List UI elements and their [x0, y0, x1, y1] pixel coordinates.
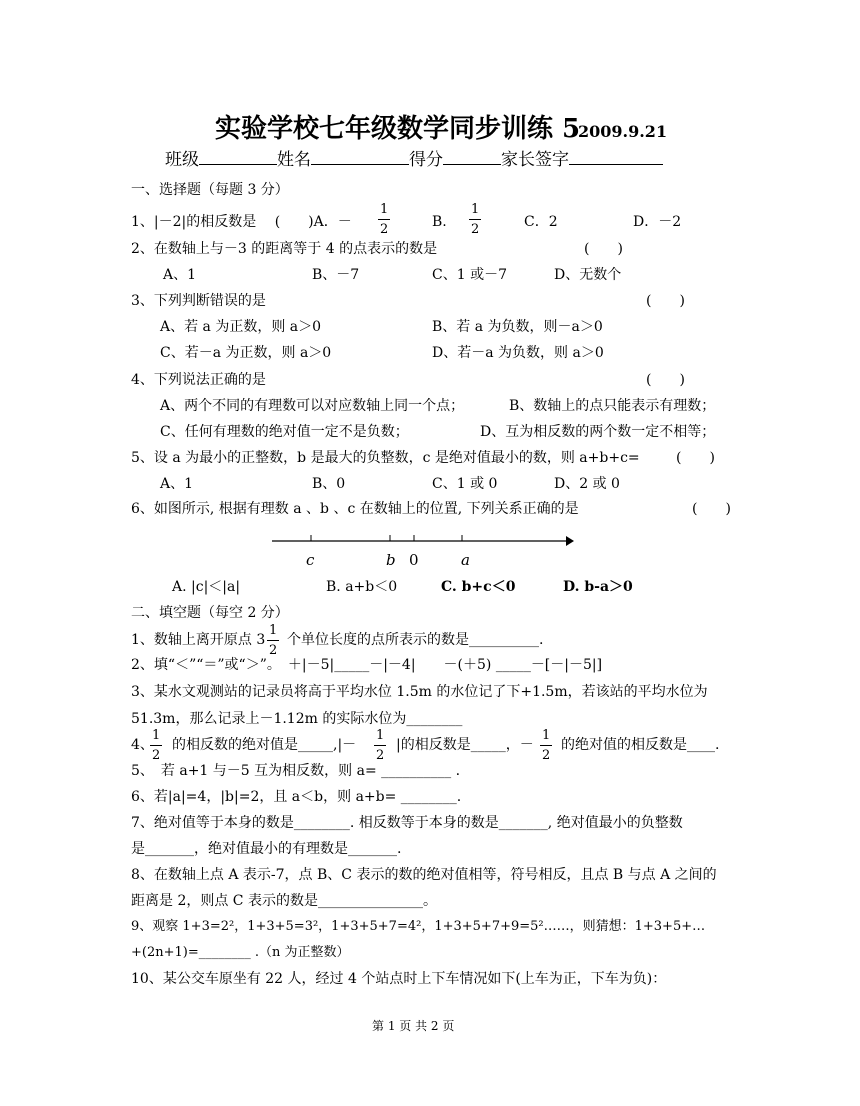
- q4-option-d: D、互为相反数的两个数一定不相等；: [480, 424, 716, 440]
- q3-option-c: C、若－a 为正数，则 a＞0: [160, 345, 332, 361]
- title-date: 2009.9.21: [578, 122, 668, 141]
- q5-stem: 5、设 a 为最小的正整数，b 是最大的负整数，c 是绝对值最小的数，则 a+b+c=: [131, 450, 640, 466]
- q2-paren: ( ): [584, 241, 623, 257]
- number-line-label-b: b: [386, 551, 396, 569]
- class-label: 班级: [165, 150, 199, 170]
- fill-q6: 6、若|a|=4，|b|=2，且 a＜b，则 a+b= ________.: [131, 789, 462, 805]
- fill-q3-line2: 51.3m，那么记录上－1.12m 的实际水位为________: [131, 711, 463, 727]
- number-line-figure: [270, 530, 576, 550]
- score-blank: [443, 163, 501, 165]
- fill-q1-post: 个单位长度的点所表示的数是__________.: [287, 632, 544, 648]
- q5-option-a: A、1: [160, 476, 194, 492]
- q4-stem: 4、下列说法正确的是: [131, 372, 266, 388]
- number-line-label-c: c: [306, 551, 315, 569]
- section2-title: 二、填空题（每空 2 分）: [131, 605, 289, 621]
- fill-q8-line1: 8、在数轴上点 A 表示-7，点 B、C 表示的数的绝对值相等，符号相反，且点 B 与点 A 之间的: [131, 867, 717, 883]
- q3-option-b: B、若 a 为负数，则－a＞0: [432, 319, 603, 335]
- fill-q10: 10、某公交车原坐有 22 人，经过 4 个站点时上下车情况如下(上车为正，下车为负)：: [131, 971, 667, 987]
- q3-option-d: D、若－a 为负数，则 a＞0: [432, 345, 604, 361]
- fill-q2: 2、填“＜”“＝”或“＞”。 ＋|－5|_____－|－4| －(＋5) _____－[－|－5|]: [131, 657, 603, 673]
- number-line-label-0: 0: [409, 551, 419, 569]
- q5-paren: ( ): [676, 450, 715, 466]
- q6-option-a: A. |c|＜|a|: [172, 579, 241, 595]
- q2-option-d: D、无数个: [554, 267, 622, 283]
- fill-q4-fraction-3: 1 2: [542, 728, 551, 763]
- page-title: 实验学校七年级数学同步训练 5: [215, 114, 581, 144]
- q6-option-c: C. b+c＜0: [441, 579, 516, 595]
- q2-stem: 2、在数轴上与－3 的距离等于 4 的点表示的数是: [131, 241, 438, 257]
- q2-option-a: A、1: [163, 267, 197, 283]
- q4-option-b: B、数轴上的点只能表示有理数；: [509, 398, 716, 414]
- q6-stem: 6、如图所示, 根据有理数 a 、b 、c 在数轴上的位置, 下列关系正确的是: [131, 501, 579, 517]
- fill-q9-line2: +(2n+1)=________ .（n 为正整数）: [131, 945, 350, 960]
- q5-option-d: D、2 或 0: [554, 476, 620, 492]
- parent-sign-blank: [569, 163, 663, 165]
- q1-option-d: D．－2: [633, 214, 682, 230]
- q6-option-d: D. b-a＞0: [563, 579, 633, 595]
- section1-title: 一、选择题（每题 3 分）: [131, 182, 289, 198]
- name-blank: [311, 163, 409, 165]
- fill-q4-mid2: |的相反数是_____，－: [396, 737, 534, 753]
- q6-option-b: B. a+b＜0: [326, 579, 398, 595]
- fill-q1-pre: 1、数轴上离开原点 3: [131, 632, 266, 648]
- q4-option-a: A、两个不同的有理数可以对应数轴上同一个点；: [160, 398, 465, 414]
- q6-paren: ( ): [692, 501, 731, 517]
- class-blank: [199, 163, 277, 165]
- fill-q9-line1: 9、观察 1+3=2²，1+3+5=3²，1+3+5+7=4²，1+3+5+7+9=5²……，则猜想：1+3+5+…: [131, 919, 706, 934]
- page-footer: 第 1 页 共 2 页: [372, 1019, 455, 1033]
- q1-option-c: C．2: [524, 214, 558, 230]
- q5-option-b: B、0: [312, 476, 346, 492]
- q1-option-b-fraction: 1 2: [471, 202, 480, 237]
- parent-sign-label: 家长签字: [501, 150, 569, 170]
- fill-q4-mid1: 的相反数的绝对值是_____,|－: [172, 737, 357, 753]
- q3-option-a: A、若 a 为正数，则 a＞0: [160, 319, 322, 335]
- q1-option-b: B.: [432, 214, 447, 230]
- fill-q7-line1: 7、绝对值等于本身的数是________. 相反数等于本身的数是_______, 绝对值最小的负整数: [131, 815, 683, 831]
- q3-stem: 3、下列判断错误的是: [131, 293, 266, 309]
- fill-q8-line2: 距离是 2，则点 C 表示的数是_______________。: [131, 893, 437, 909]
- q2-option-c: C、1 或－7: [432, 267, 507, 283]
- fill-q3-line1: 3、某水文观测站的记录员将高于平均水位 1.5m 的水位记了下+1.5m，若该站的平均水位为: [131, 684, 708, 700]
- q4-paren: ( ): [646, 372, 685, 388]
- number-line-label-a: a: [461, 551, 470, 569]
- number-line-arrow: [566, 536, 574, 546]
- fill-q4-fraction-2: 1 2: [376, 728, 385, 763]
- name-label: 姓名: [277, 150, 311, 170]
- score-label: 得分: [409, 150, 443, 170]
- q1-option-a-fraction: 1 2: [380, 202, 389, 237]
- q5-option-c: C、1 或 0: [432, 476, 498, 492]
- fill-q5: 5、 若 a+1 与－5 互为相反数，则 a= __________ .: [131, 763, 461, 779]
- q4-option-c: C、任何有理数的绝对值一定不是负数；: [160, 424, 409, 440]
- q2-option-b: B、－7: [312, 267, 360, 283]
- q3-paren: ( ): [646, 293, 685, 309]
- student-info-line: [165, 152, 663, 169]
- fill-q7-line2: 是_______，绝对值最小的有理数是_______.: [131, 841, 402, 857]
- fill-q4-post: 的绝对值的相反数是____.: [561, 737, 720, 753]
- fill-q1-fraction: 1 2: [269, 623, 278, 658]
- fill-q4-pre: 4、: [131, 737, 154, 753]
- q1-stem: 1、|－2|的相反数是 ( )A．－: [131, 214, 352, 230]
- fill-q4-fraction-1: 1 2: [152, 728, 161, 763]
